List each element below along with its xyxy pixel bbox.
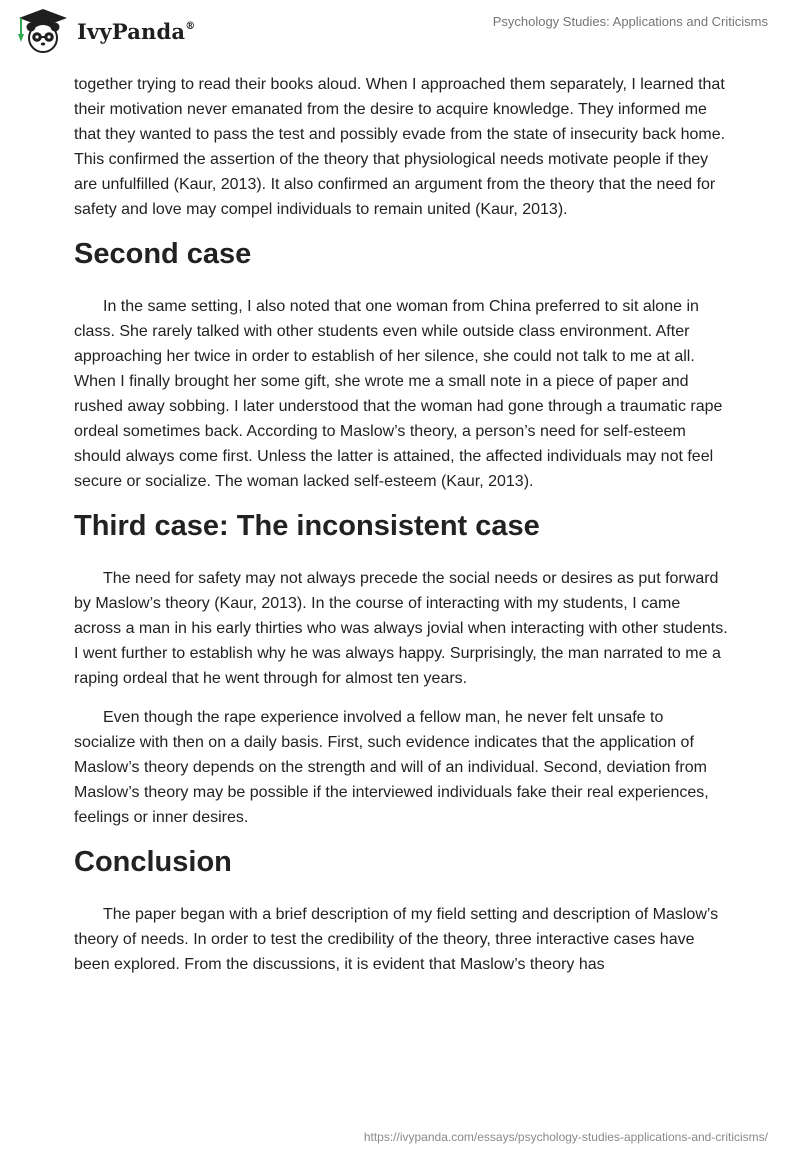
paragraph-continued: together trying to read their books aloud. When I approached them separately, I learned that their motivation never emanated from the desire to acquire knowledge. They informed me that they wanted to pass the test and possibly evade from the state of insecurity back home. This confirmed the assertion of the theory that physiological needs motivate people if they are unfulfilled (Kaur, 2013). It also confirmed an argument from the theory that the need for safety and love may compel individuals to remain united (Kaur, 2013). [74,76,726,218]
heading-conclusion: Conclusion [74,846,232,878]
ivypanda-logo[interactable] [15,8,195,54]
page-header [0,0,800,70]
heading-second-case: Second case [74,238,252,270]
source-url[interactable]: https://ivypanda.com/essays/psychology-studies-applications-and-criticisms/ [363,1130,768,1144]
article-body [74,72,729,991]
panda-graduate-icon [15,8,71,54]
document-title: Psychology Studies: Applications and Criticisms [492,14,768,29]
brand-name: IvyPanda® [77,18,196,44]
heading-third-case: Third case: The inconsistent case [74,510,540,542]
paragraph-third-case-1: The need for safety may not always precede the social needs or desires as put forward by Maslow’s theory (Kaur, 2013). In the course of interacting with my students, I came across a man in his early thirties who was always jovial when interacting with other students. I went further to establish why he was always happy. Surprisingly, the man narrated to me a raping ordeal that he went through for almost ten years. [74,570,728,687]
paragraph-conclusion: The paper began with a brief description of my field setting and description of Maslow’s theory of needs. In order to test the credibility of the theory, three interactive cases have been explored. From the discussions, it is evident that Maslow’s theory has [74,906,719,973]
paragraph-third-case-2: Even though the rape experience involved a fellow man, he never felt unsafe to socialize with then on a daily basis. First, such evidence indicates that the application of Maslow’s theory depends on the strength and will of an individual. Second, deviation from Maslow’s theory may be possible if the interviewed individuals fake their real experiences, feelings or inner desires. [74,709,709,826]
paragraph-second-case: In the same setting, I also noted that one woman from China preferred to sit alone in class. She rarely talked with other students even while outside class environment. After approaching her twice in order to establish of her silence, she could not talk to me at all. When I finally brought her some gift, she wrote me a small note in a piece of paper and rushed away sobbing. I later understood that the woman had gone through a traumatic rape ordeal sometimes back. According to Maslow’s theory, a person’s need for self-esteem should always come first. Unless the latter is attained, the affected individuals may not feel secure or socialize. The woman lacked self-esteem (Kaur, 2013). [74,298,723,490]
